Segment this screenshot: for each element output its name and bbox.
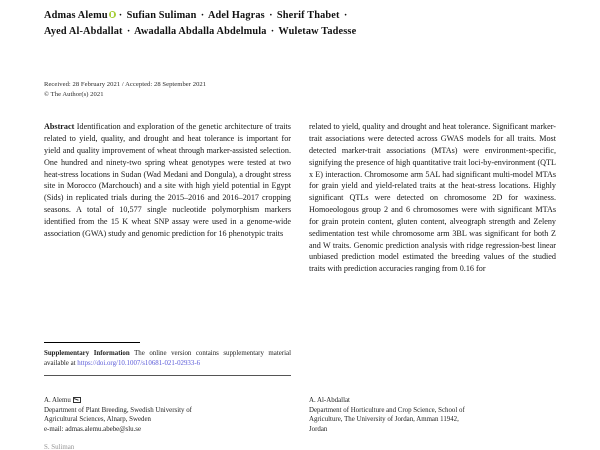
author-name: Sherif Thabet: [276, 10, 340, 21]
abstract-text-left: Identification and exploration of the genetic architecture of traits related to yield, quality, and drought and heat tolerance is important for yield and quality improvement of wheat through marker-assisted selection. One hundred and ninety-two spring wheat genotypes were tested at two heat-stress locations in Sudan (Wad Medani and Dongula), a drought stress site in Morocco (Marchouch) and a site with high yield potential in Egypt (Sids) in replicated trials during the 2015–2016 and 2016–2017 cropping seasons. A total of 10,577 single nucleotide polymorphism markers identified from the 15 K wheat SNP assay were used in a genome-wide association (GWA) study and genomic prediction for 16 phenotypic traits: [44, 122, 291, 238]
affiliation-left-email-label: e-mail:: [44, 426, 64, 434]
footnote-block: [44, 342, 291, 382]
author-line-1: [44, 8, 474, 24]
author-name: Awadalla Abdalla Abdelmula: [134, 25, 267, 37]
author-separator: ·: [270, 25, 275, 37]
abstract-label: Abstract: [44, 122, 75, 132]
abstract-text-right: related to yield, quality and drought and heat tolerance. Significant marker-trait associations were detected across GWAS models for all traits. Most detected marker-trait associations (MTAs) were environment-specific, signifying the presence of high quantitative trait loci-by-environment (QTL x E) interaction. Chromosome arm 5AL had significant multi-model MTAs for grain yield and yield-related traits at the heat-stress locations. Highly significant QTLs were detected on chromosome 2D for waxiness. Homoeologous group 2 and 6 chromosomes were with significant MTAs for grain protein content, gluten content, alveograph strength and Zeleny sedimentation test while chromosome arm 3BL was significant for both Z and W traits. Genomic prediction analysis with ridge regression-best linear unbiased prediction model estimated the breeding values of the studied traits with prediction accuracies ranging from 0.16 for: [309, 122, 556, 274]
affiliation-left-line-1: Department of Plant Breeding, Swedish University of: [44, 406, 192, 414]
affiliation-right-line-2: Agriculture, The University of Jordan, Amman 11942,: [309, 416, 459, 424]
affiliation-left-email[interactable]: admas.alemu.abebe@slu.se: [65, 426, 142, 434]
author-list: [44, 8, 474, 39]
supplementary-label: Supplementary Information: [44, 350, 130, 357]
author-line-2: [44, 24, 474, 40]
affiliation-left-name-row: [44, 396, 291, 406]
footnote-divider: [44, 342, 140, 343]
affiliation-right-line-1: Department of Horticulture and Crop Science, School of: [309, 406, 465, 414]
affiliation-right-line-3: Jordan: [309, 426, 328, 434]
author-name: Ayed Al-Abdallat: [44, 25, 123, 37]
author-separator: ·: [269, 10, 273, 21]
abstract-column-right: [309, 121, 556, 275]
copyright-line: © The Author(s) 2021: [44, 90, 104, 98]
affiliation-right: [309, 396, 559, 435]
abstract-column-left: [44, 121, 291, 275]
envelope-icon[interactable]: [73, 397, 81, 403]
orcid-icon[interactable]: [109, 11, 116, 18]
affiliation-divider: [44, 375, 291, 376]
doi-link[interactable]: https://doi.org/10.1007/s10681-021-02933-6: [77, 359, 201, 367]
author-name: Wuletaw Tadesse: [278, 25, 357, 37]
author-separator: ·: [118, 10, 123, 21]
received-accepted-line: Received: 28 February 2021 / Accepted: 28 September 2021: [44, 81, 207, 88]
author-separator: ·: [343, 10, 348, 21]
abstract-paragraph-right: [309, 121, 556, 275]
affiliation-left-name: A. Alemu: [44, 397, 71, 404]
supplementary-text: The online version contains supplementary material available at: [44, 350, 292, 367]
affiliation-left-line-2: Agricultural Sciences, Alnarp, Sweden: [44, 416, 151, 424]
abstract-columns: [44, 121, 556, 275]
author-name: Adel Hagras: [207, 10, 265, 21]
affiliation-left: [44, 396, 291, 435]
author-separator: ·: [126, 25, 131, 37]
supplementary-information: [44, 349, 291, 368]
affiliation-right-name: A. Al-Abdallat: [309, 397, 350, 404]
abstract-paragraph-left: [44, 121, 291, 239]
affiliation-next-cutoff: S. Suliman: [44, 444, 75, 450]
author-name: Sufian Suliman: [126, 10, 197, 21]
publication-dates: [44, 80, 556, 99]
author-separator: ·: [200, 10, 205, 21]
author-name: Admas Alemu: [44, 10, 108, 21]
